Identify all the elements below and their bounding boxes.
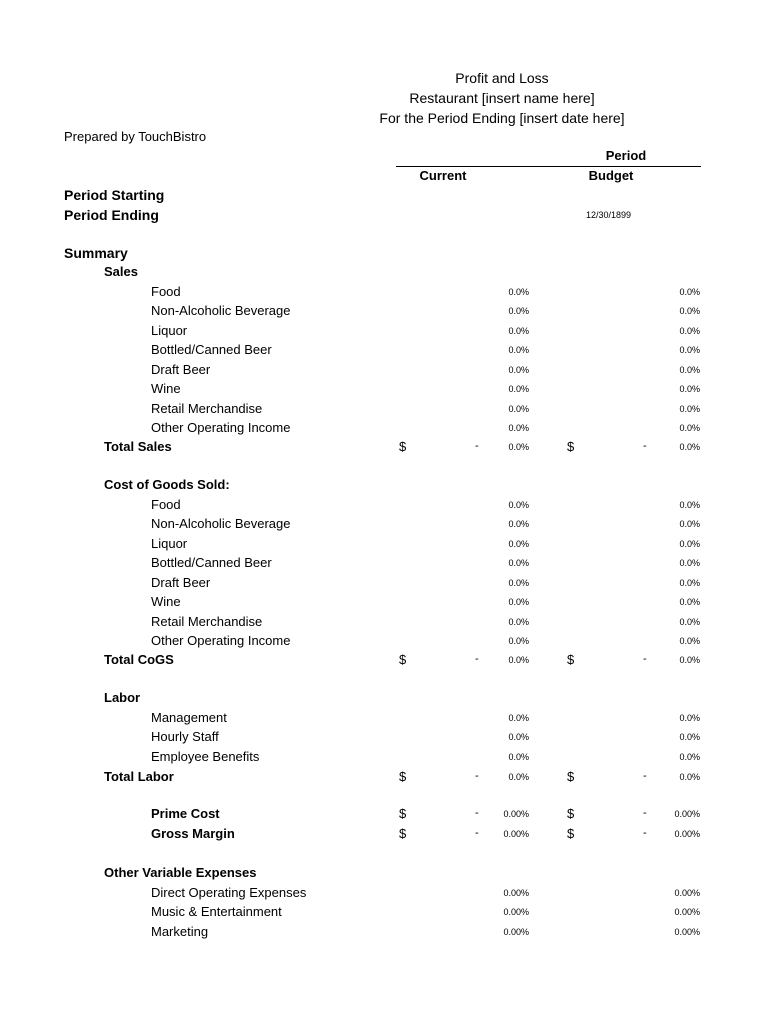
labor-item-label: Hourly Staff — [151, 729, 219, 744]
cogs-item-label: Draft Beer — [151, 574, 211, 590]
sales-heading: Sales — [104, 264, 138, 279]
labor-item-label: Employee Benefits — [151, 748, 260, 764]
summary-heading: Summary — [64, 245, 128, 261]
labor-total-label: Total Labor — [104, 769, 174, 784]
prime-cost-budget-currency: $ — [567, 806, 575, 821]
cogs-item-current-pct: 0.0% — [508, 519, 529, 529]
period-header: Period — [605, 148, 647, 163]
sales-item-current-pct: 0.0% — [508, 364, 529, 375]
cogs-total-label: Total CoGS — [104, 652, 174, 667]
sales-total-budget-pct: 0.0% — [679, 442, 700, 452]
sales-item-current-pct: 0.0% — [508, 325, 529, 336]
labor-total-current-pct: 0.0% — [508, 772, 529, 782]
sales-total-budget-amount: - — [643, 440, 647, 452]
cogs-total-current-pct: 0.0% — [508, 655, 529, 665]
other_variable-heading: Other Variable Expenses — [104, 865, 257, 880]
cogs-item-label: Bottled/Canned Beer — [151, 555, 272, 570]
sales-total-current-pct: 0.0% — [508, 442, 529, 452]
sales-item-label: Non-Alcoholic Beverage — [151, 303, 291, 318]
gross-margin-current-pct: 0.00% — [503, 829, 529, 839]
cogs-item-label: Liquor — [151, 535, 188, 551]
sales-item-current-pct: 0.0% — [508, 384, 529, 394]
labor-item-label: Management — [151, 709, 227, 725]
period-ending-title: For the Period Ending [insert date here] — [379, 110, 625, 126]
cogs-total-budget-currency: $ — [567, 652, 575, 667]
cogs-total-budget-pct: 0.0% — [679, 655, 700, 665]
sales-item-label: Draft Beer — [151, 361, 211, 377]
cogs-item-budget-pct: 0.0% — [679, 577, 700, 588]
sales-total-label: Total Sales — [104, 439, 172, 454]
cogs-item-current-pct: 0.0% — [508, 558, 529, 568]
prime-cost-budget-pct: 0.00% — [674, 809, 700, 819]
cogs-item-current-pct: 0.0% — [508, 577, 529, 588]
labor-heading: Labor — [104, 690, 141, 705]
cogs-item-current-pct: 0.0% — [508, 597, 529, 607]
labor-item-budget-pct: 0.0% — [679, 751, 700, 762]
cogs-item-current-pct: 0.0% — [508, 616, 529, 627]
gross-margin-budget-amount: - — [643, 827, 647, 839]
cogs-item-label: Food — [151, 496, 181, 512]
labor-total-budget-currency: $ — [567, 769, 575, 784]
sales-total-budget-currency: $ — [567, 439, 575, 454]
other_variable-item-budget-pct: 0.00% — [674, 887, 700, 898]
report-title: Profit and Loss — [455, 70, 549, 86]
sales-item-budget-pct: 0.0% — [679, 325, 700, 336]
cogs-item-budget-pct: 0.0% — [679, 538, 700, 549]
cogs-item-current-pct: 0.0% — [508, 636, 529, 646]
prime-cost-label: Prime Cost — [151, 806, 220, 821]
sales-item-budget-pct: 0.0% — [679, 423, 700, 433]
sales-item-budget-pct: 0.0% — [679, 364, 700, 375]
other_variable-item-label: Direct Operating Expenses — [151, 884, 307, 900]
sales-item-budget-pct: 0.0% — [679, 286, 700, 297]
cogs-total-budget-amount: - — [643, 653, 647, 665]
sales-item-label: Liquor — [151, 322, 188, 338]
sales-item-budget-pct: 0.0% — [679, 345, 700, 355]
other_variable-item-current-pct: 0.00% — [503, 887, 529, 898]
other_variable-item-current-pct: 0.00% — [503, 907, 529, 917]
sales-item-budget-pct: 0.0% — [679, 403, 700, 414]
sales-total-current-currency: $ — [399, 439, 407, 454]
sales-item-current-pct: 0.0% — [508, 306, 529, 316]
sales-item-label: Wine — [151, 381, 181, 396]
labor-item-budget-pct: 0.0% — [679, 712, 700, 723]
restaurant-name: Restaurant [insert name here] — [409, 90, 595, 106]
gross-margin-budget-currency: $ — [567, 826, 575, 841]
cogs-heading: Cost of Goods Sold: — [104, 477, 230, 492]
prime-cost-current-currency: $ — [399, 806, 407, 821]
other_variable-item-budget-pct: 0.00% — [674, 907, 700, 917]
cogs-item-budget-pct: 0.0% — [679, 597, 700, 607]
prepared-by: Prepared by TouchBistro — [64, 129, 207, 144]
prime-cost-current-amount: - — [475, 807, 479, 819]
cogs-item-budget-pct: 0.0% — [679, 499, 700, 510]
gross-margin-budget-pct: 0.00% — [674, 829, 700, 839]
sales-item-label: Retail Merchandise — [151, 400, 263, 416]
sales-item-budget-pct: 0.0% — [679, 384, 700, 394]
gross-margin-label: Gross Margin — [151, 826, 235, 841]
sales-item-label: Bottled/Canned Beer — [151, 342, 272, 357]
period-ending-date: 12/30/1899 — [586, 210, 632, 220]
cogs-total-current-amount: - — [475, 653, 479, 665]
sales-item-current-pct: 0.0% — [508, 286, 529, 297]
labor-total-budget-amount: - — [643, 770, 647, 782]
sales-item-label: Food — [151, 283, 181, 299]
cogs-item-budget-pct: 0.0% — [679, 558, 700, 568]
current-header: Current — [419, 168, 467, 183]
cogs-item-label: Retail Merchandise — [151, 613, 263, 629]
other_variable-item-label: Music & Entertainment — [151, 904, 282, 919]
cogs-item-budget-pct: 0.0% — [679, 616, 700, 627]
labor-item-budget-pct: 0.0% — [679, 732, 700, 742]
period-ending-label: Period Ending — [64, 207, 159, 223]
sales-item-label: Other Operating Income — [151, 420, 291, 435]
cogs-item-label: Non-Alcoholic Beverage — [151, 516, 291, 531]
gross-margin-current-amount: - — [475, 827, 479, 839]
cogs-item-label: Other Operating Income — [151, 633, 291, 648]
prime-cost-budget-amount: - — [643, 807, 647, 819]
period-starting-label: Period Starting — [64, 187, 165, 203]
cogs-item-label: Wine — [151, 594, 181, 609]
cogs-item-current-pct: 0.0% — [508, 538, 529, 549]
cogs-item-budget-pct: 0.0% — [679, 519, 700, 529]
labor-total-current-amount: - — [475, 770, 479, 782]
sales-item-current-pct: 0.0% — [508, 423, 529, 433]
other_variable-item-current-pct: 0.00% — [503, 926, 529, 937]
budget-header: Budget — [588, 168, 634, 183]
labor-total-budget-pct: 0.0% — [679, 772, 700, 782]
prime-cost-current-pct: 0.00% — [503, 809, 529, 819]
labor-item-current-pct: 0.0% — [508, 712, 529, 723]
sales-item-budget-pct: 0.0% — [679, 306, 700, 316]
labor-item-current-pct: 0.0% — [508, 751, 529, 762]
cogs-item-current-pct: 0.0% — [508, 499, 529, 510]
cogs-item-budget-pct: 0.0% — [679, 636, 700, 646]
sales-total-current-amount: - — [475, 440, 479, 452]
other_variable-item-budget-pct: 0.00% — [674, 926, 700, 937]
cogs-total-current-currency: $ — [399, 652, 407, 667]
sales-item-current-pct: 0.0% — [508, 345, 529, 355]
header-divider — [396, 166, 701, 167]
gross-margin-current-currency: $ — [399, 826, 407, 841]
labor-total-current-currency: $ — [399, 769, 407, 784]
labor-item-current-pct: 0.0% — [508, 732, 529, 742]
sales-item-current-pct: 0.0% — [508, 403, 529, 414]
other_variable-item-label: Marketing — [151, 923, 209, 939]
